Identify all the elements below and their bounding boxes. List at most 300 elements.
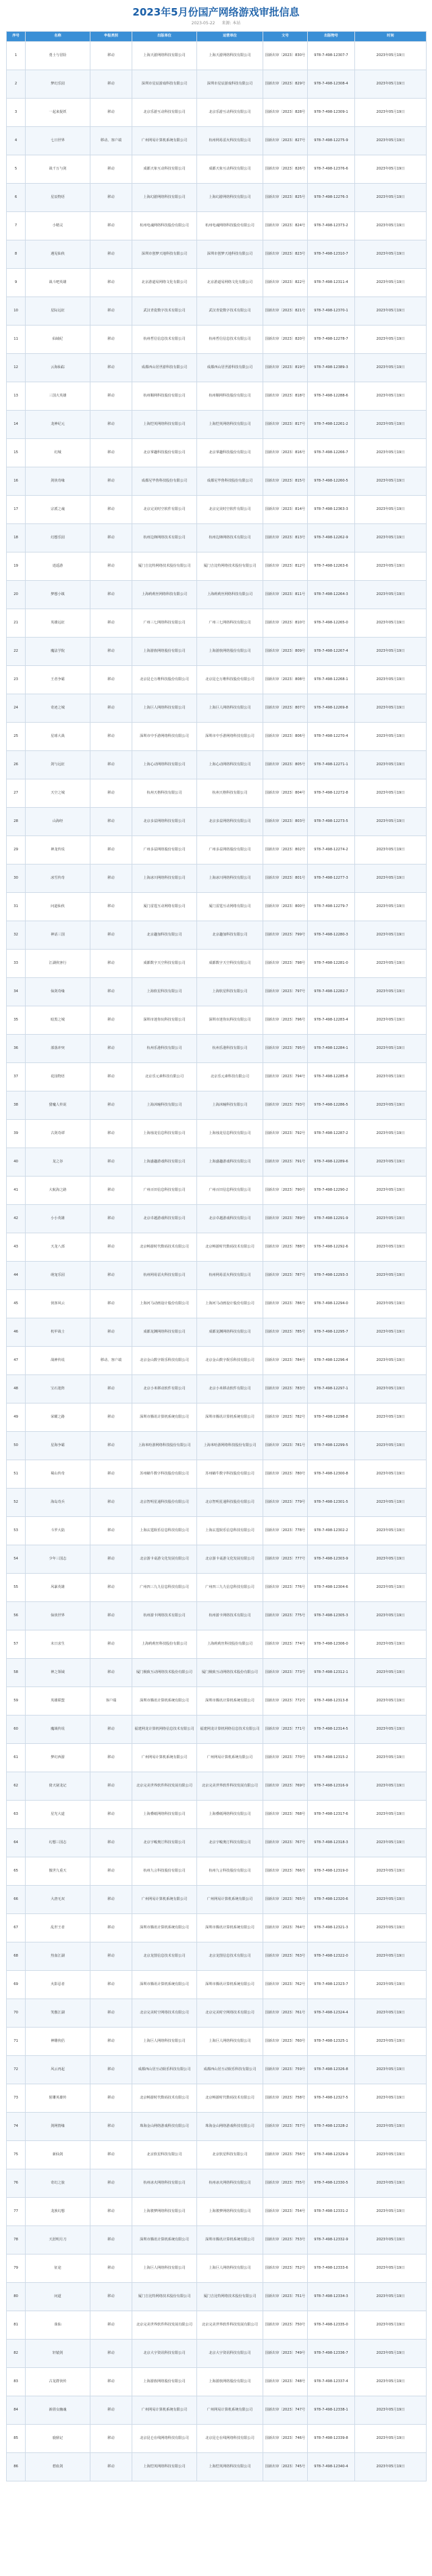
cell-document-number: 国新出审〔2023〕763号 xyxy=(263,1942,308,1971)
cell-date: 2023年05月19日 xyxy=(355,2056,427,2084)
table-row xyxy=(7,893,427,921)
cell-publisher: 深圳市创梦天地科技有限公司 xyxy=(132,240,197,269)
cell-operator: 上海冰川网络科技有限公司 xyxy=(197,865,263,893)
cell-publisher: 北京畅游时代数码技术有限公司 xyxy=(132,2084,197,2113)
cell-category: 移动 xyxy=(90,1857,132,1886)
cell-category: 移动 xyxy=(90,2368,132,2396)
cell-document-number: 国新出审〔2023〕760号 xyxy=(263,2028,308,2056)
table-row xyxy=(7,1801,427,1829)
cell-index: 61 xyxy=(7,1744,26,1772)
cell-name: 斗罗大陆 xyxy=(26,1517,90,1545)
cell-category: 移动 xyxy=(90,1744,132,1772)
cell-date: 2023年05月19日 xyxy=(355,496,427,524)
cell-publisher: 北京多益网络科技有限公司 xyxy=(132,808,197,836)
cell-date: 2023年05月19日 xyxy=(355,723,427,751)
cell-date: 2023年05月19日 xyxy=(355,2368,427,2396)
cell-operator: 北京昆仑在线网络科技有限公司 xyxy=(197,2425,263,2453)
cell-isbn: 978-7-498-12286-5 xyxy=(308,1091,355,1120)
cell-operator: 上海游族网络股份有限公司 xyxy=(197,638,263,666)
cell-date: 2023年05月19日 xyxy=(355,694,427,723)
cell-category: 移动 xyxy=(90,1460,132,1489)
cell-isbn: 978-7-498-12283-4 xyxy=(308,1006,355,1035)
cell-publisher: 北京乐游互动科技有限公司 xyxy=(132,99,197,127)
cell-operator: 北京昆仑万维科技股份有限公司 xyxy=(197,666,263,694)
table-row xyxy=(7,865,427,893)
cell-category: 移动 xyxy=(90,723,132,751)
cell-isbn: 978-7-498-12293-3 xyxy=(308,1262,355,1290)
cell-date: 2023年05月19日 xyxy=(355,1914,427,1942)
cell-index: 62 xyxy=(7,1772,26,1801)
cell-name: 星球大战 xyxy=(26,723,90,751)
cell-date: 2023年05月19日 xyxy=(355,836,427,865)
cell-operator: 上海叠纸网络科技有限公司 xyxy=(197,1801,263,1829)
cell-index: 85 xyxy=(7,2425,26,2453)
cell-name: 诛仙 xyxy=(26,2311,90,2340)
cell-document-number: 国新出审〔2023〕830号 xyxy=(263,42,308,70)
cell-date: 2023年05月19日 xyxy=(355,1347,427,1375)
cell-isbn: 978-7-498-12275-9 xyxy=(308,127,355,155)
cell-isbn: 978-7-498-12318-3 xyxy=(308,1829,355,1857)
cell-publisher: 成都数字天空科技有限公司 xyxy=(132,950,197,978)
cell-index: 48 xyxy=(7,1375,26,1403)
cell-category: 移动 xyxy=(90,808,132,836)
table-row xyxy=(7,2283,427,2311)
cell-isbn: 978-7-498-12273-5 xyxy=(308,808,355,836)
cell-document-number: 国新出审〔2023〕757号 xyxy=(263,2113,308,2141)
table-row xyxy=(7,552,427,581)
cell-isbn: 978-7-498-12308-4 xyxy=(308,70,355,99)
cell-isbn: 978-7-498-12266-7 xyxy=(308,439,355,467)
cell-index: 68 xyxy=(7,1942,26,1971)
cell-document-number: 国新出审〔2023〕813号 xyxy=(263,524,308,552)
cell-index: 28 xyxy=(7,808,26,836)
cell-publisher: 上海心动网络科技有限公司 xyxy=(132,751,197,779)
table-row xyxy=(7,1574,427,1602)
cell-name: 仙剑奇缘 xyxy=(26,978,90,1006)
table-row xyxy=(7,155,427,184)
cell-publisher: 上海玄霆娱乐信息科技有限公司 xyxy=(132,1517,197,1545)
table-row xyxy=(7,836,427,865)
cell-index: 56 xyxy=(7,1602,26,1630)
cell-category: 移动 xyxy=(90,212,132,240)
cell-name: 英雄联盟 xyxy=(26,1687,90,1716)
cell-isbn: 978-7-498-12280-3 xyxy=(308,921,355,950)
cell-document-number: 国新出审〔2023〕750号 xyxy=(263,2311,308,2340)
cell-isbn: 978-7-498-12313-8 xyxy=(308,1687,355,1716)
cell-date: 2023年05月19日 xyxy=(355,212,427,240)
cell-index: 82 xyxy=(7,2340,26,2368)
table-row xyxy=(7,2169,427,2198)
cell-operator: 上海巨人网络科技有限公司 xyxy=(197,2028,263,2056)
cell-category: 移动 xyxy=(90,1318,132,1347)
cell-index: 33 xyxy=(7,950,26,978)
cell-publisher: 北京游卡桌游文化发展有限公司 xyxy=(132,1545,197,1574)
cell-category: 移动 xyxy=(90,1630,132,1659)
cell-category: 移动 xyxy=(90,1403,132,1432)
cell-document-number: 国新出审〔2023〕785号 xyxy=(263,1318,308,1347)
cell-index: 25 xyxy=(7,723,26,751)
table-row xyxy=(7,1602,427,1630)
cell-operator: 北京游卡桌游文化发展有限公司 xyxy=(197,1545,263,1574)
cell-isbn: 978-7-498-12279-7 xyxy=(308,893,355,921)
cell-document-number: 国新出审〔2023〕769号 xyxy=(263,1772,308,1801)
cell-publisher: 上海巨人网络科技有限公司 xyxy=(132,694,197,723)
cell-isbn: 978-7-498-12305-3 xyxy=(308,1602,355,1630)
cell-isbn: 978-7-498-12336-7 xyxy=(308,2340,355,2368)
table-row xyxy=(7,2198,427,2226)
table-row xyxy=(7,212,427,240)
cell-publisher: 北京小米移动软件有限公司 xyxy=(132,1375,197,1403)
cell-date: 2023年05月19日 xyxy=(355,99,427,127)
cell-operator: 杭州边锋网络技术有限公司 xyxy=(197,524,263,552)
cell-document-number: 国新出审〔2023〕829号 xyxy=(263,70,308,99)
cell-document-number: 国新出审〔2023〕804号 xyxy=(263,779,308,808)
cell-publisher: 杭州乐港科技有限公司 xyxy=(132,1035,197,1063)
header-operator: 运营单位 xyxy=(197,32,263,42)
cell-isbn: 978-7-498-12315-2 xyxy=(308,1744,355,1772)
cell-index: 65 xyxy=(7,1857,26,1886)
cell-document-number: 国新出审〔2023〕826号 xyxy=(263,155,308,184)
cell-publisher: 上海巨人网络科技有限公司 xyxy=(132,2028,197,2056)
cell-index: 34 xyxy=(7,978,26,1006)
cell-operator: 广州四三九九信息科技有限公司 xyxy=(197,1574,263,1602)
cell-name: 荣耀之路 xyxy=(26,1403,90,1432)
cell-name: 热血江湖 xyxy=(26,1942,90,1971)
cell-date: 2023年05月19日 xyxy=(355,1403,427,1432)
cell-document-number: 国新出审〔2023〕759号 xyxy=(263,2056,308,2084)
cell-name: 龙神纪元 xyxy=(26,411,90,439)
cell-operator: 广州百田信息科技有限公司 xyxy=(197,1177,263,1205)
cell-document-number: 国新出审〔2023〕818号 xyxy=(263,382,308,411)
cell-date: 2023年05月19日 xyxy=(355,1460,427,1489)
table-row xyxy=(7,638,427,666)
cell-document-number: 国新出审〔2023〕805号 xyxy=(263,751,308,779)
cell-isbn: 978-7-498-12311-4 xyxy=(308,269,355,297)
table-row xyxy=(7,411,427,439)
cell-publisher: 北京龙图信息技术有限公司 xyxy=(132,1942,197,1971)
cell-name: 神之领域 xyxy=(26,1659,90,1687)
cell-operator: 北京金山数字娱乐科技有限公司 xyxy=(197,1347,263,1375)
table-row xyxy=(7,1914,427,1942)
cell-name: 幻想乐园 xyxy=(26,524,90,552)
cell-isbn: 978-7-498-12282-7 xyxy=(308,978,355,1006)
cell-name: 仙域纪 xyxy=(26,326,90,354)
cell-category: 移动 xyxy=(90,751,132,779)
cell-name: 机甲战士 xyxy=(26,1318,90,1347)
cell-isbn: 978-7-498-12316-9 xyxy=(308,1772,355,1801)
cell-date: 2023年05月19日 xyxy=(355,2028,427,2056)
cell-index: 8 xyxy=(7,240,26,269)
cell-operator: 北京卓越游戏科技有限公司 xyxy=(197,1205,263,1233)
table-row xyxy=(7,581,427,609)
table-row xyxy=(7,2028,427,2056)
cell-isbn: 978-7-498-12310-7 xyxy=(308,240,355,269)
cell-date: 2023年05月19日 xyxy=(355,2396,427,2425)
cell-operator: 上海恺英网络科技有限公司 xyxy=(197,2453,263,2481)
cell-index: 81 xyxy=(7,2311,26,2340)
cell-document-number: 国新出审〔2023〕828号 xyxy=(263,99,308,127)
table-row xyxy=(7,99,427,127)
cell-publisher: 成都天象互动科技有限公司 xyxy=(132,155,197,184)
cell-publisher: 北京智明星通科技股份有限公司 xyxy=(132,1489,197,1517)
cell-isbn: 978-7-498-12334-3 xyxy=(308,2283,355,2311)
cell-publisher: 上海幻游网络科技有限公司 xyxy=(132,184,197,212)
cell-category: 移动 xyxy=(90,978,132,1006)
cell-category: 移动 xyxy=(90,1177,132,1205)
cell-publisher: 上海烛龙信息科技有限公司 xyxy=(132,1120,197,1148)
cell-index: 14 xyxy=(7,411,26,439)
cell-operator: 深圳市腾讯计算机系统有限公司 xyxy=(197,2226,263,2255)
cell-date: 2023年05月19日 xyxy=(355,1375,427,1403)
cell-date: 2023年05月19日 xyxy=(355,921,427,950)
cell-document-number: 国新出审〔2023〕820号 xyxy=(263,326,308,354)
cell-operator: 厦门极致互动网络技术股份有限公司 xyxy=(197,1659,263,1687)
cell-name: 奇迹之城 xyxy=(26,694,90,723)
cell-name: 三国大英雄 xyxy=(26,382,90,411)
cell-name: 古龙群侠传 xyxy=(26,2368,90,2396)
cell-index: 6 xyxy=(7,184,26,212)
cell-document-number: 国新出审〔2023〕758号 xyxy=(263,2084,308,2113)
cell-operator: 厦门吉比特网络技术股份有限公司 xyxy=(197,2283,263,2311)
cell-document-number: 国新出审〔2023〕771号 xyxy=(263,1716,308,1744)
cell-index: 39 xyxy=(7,1120,26,1148)
cell-category: 移动 xyxy=(90,1602,132,1630)
cell-date: 2023年05月19日 xyxy=(355,552,427,581)
cell-date: 2023年05月19日 xyxy=(355,1574,427,1602)
cell-name: 山海经 xyxy=(26,808,90,836)
cell-document-number: 国新出审〔2023〕794号 xyxy=(263,1063,308,1091)
cell-isbn: 978-7-498-12278-7 xyxy=(308,326,355,354)
cell-operator: 深圳市迷你玩科技有限公司 xyxy=(197,1006,263,1035)
cell-document-number: 国新出审〔2023〕779号 xyxy=(263,1489,308,1517)
table-row xyxy=(7,382,427,411)
cell-index: 9 xyxy=(7,269,26,297)
cell-category: 移动 xyxy=(90,893,132,921)
cell-name: 问道 xyxy=(26,2283,90,2311)
cell-publisher: 深圳市腾讯计算机系统有限公司 xyxy=(132,1914,197,1942)
cell-operator: 成都西山居世游科技有限公司 xyxy=(197,354,263,382)
cell-document-number: 国新出审〔2023〕747号 xyxy=(263,2396,308,2425)
cell-name: 萌宠乐园 xyxy=(26,1262,90,1290)
cell-index: 22 xyxy=(7,638,26,666)
cell-publisher: 北京宇峻奥汀科技有限公司 xyxy=(132,1829,197,1857)
cell-index: 67 xyxy=(7,1914,26,1942)
cell-category: 移动 xyxy=(90,184,132,212)
cell-document-number: 国新出审〔2023〕816号 xyxy=(263,439,308,467)
cell-name: 乱世王者 xyxy=(26,1914,90,1942)
cell-date: 2023年05月19日 xyxy=(355,609,427,638)
cell-date: 2023年05月19日 xyxy=(355,411,427,439)
cell-category: 移动 xyxy=(90,2453,132,2481)
cell-category: 移动 xyxy=(90,2084,132,2113)
cell-operator: 上海莉莉丝科技股份有限公司 xyxy=(197,1630,263,1659)
cell-category: 移动 xyxy=(90,382,132,411)
cell-operator: 广州多益网络股份有限公司 xyxy=(197,836,263,865)
cell-operator: 北京趣加科技有限公司 xyxy=(197,921,263,950)
cell-category: 移动、客户端 xyxy=(90,1347,132,1375)
cell-category: 客户端 xyxy=(90,1687,132,1716)
cell-category: 移动 xyxy=(90,1205,132,1233)
cell-operator: 北京乐元素科技有限公司 xyxy=(197,1063,263,1091)
cell-document-number: 国新出审〔2023〕787号 xyxy=(263,1262,308,1290)
cell-isbn: 978-7-498-12299-5 xyxy=(308,1432,355,1460)
cell-index: 15 xyxy=(7,439,26,467)
cell-isbn: 978-7-498-12298-8 xyxy=(308,1403,355,1432)
table-row xyxy=(7,1403,427,1432)
cell-isbn: 978-7-498-12290-2 xyxy=(308,1177,355,1205)
cell-publisher: 珠海金山网络游戏科技有限公司 xyxy=(132,2113,197,2141)
cell-date: 2023年05月19日 xyxy=(355,1602,427,1630)
table-row xyxy=(7,950,427,978)
cell-index: 53 xyxy=(7,1517,26,1545)
cell-isbn: 978-7-498-12294-0 xyxy=(308,1290,355,1318)
cell-date: 2023年05月19日 xyxy=(355,1148,427,1177)
cell-isbn: 978-7-498-12270-4 xyxy=(308,723,355,751)
cell-date: 2023年05月19日 xyxy=(355,1517,427,1545)
cell-isbn: 978-7-498-12264-3 xyxy=(308,581,355,609)
cell-index: 40 xyxy=(7,1148,26,1177)
cell-publisher: 厦门吉比特网络技术股份有限公司 xyxy=(132,2283,197,2311)
cell-isbn: 978-7-498-12303-9 xyxy=(308,1545,355,1574)
cell-isbn: 978-7-498-12265-0 xyxy=(308,609,355,638)
cell-category: 移动 xyxy=(90,1035,132,1063)
cell-date: 2023年05月19日 xyxy=(355,865,427,893)
cell-date: 2023年05月19日 xyxy=(355,2453,427,2481)
cell-name: 龙之谷 xyxy=(26,1148,90,1177)
cell-category: 移动 xyxy=(90,1886,132,1914)
table-row xyxy=(7,978,427,1006)
cell-name: 梦想小镇 xyxy=(26,581,90,609)
cell-category: 移动 xyxy=(90,694,132,723)
cell-name: 风云再起 xyxy=(26,2056,90,2084)
table-row xyxy=(7,1347,427,1375)
cell-date: 2023年05月19日 xyxy=(355,2255,427,2283)
cell-isbn: 978-7-498-12324-4 xyxy=(308,1999,355,2028)
cell-isbn: 978-7-498-12277-3 xyxy=(308,865,355,893)
cell-date: 2023年05月19日 xyxy=(355,2283,427,2311)
cell-category: 移动 xyxy=(90,2028,132,2056)
cell-publisher: 上海米哈游网络科技股份有限公司 xyxy=(132,1432,197,1460)
cell-category: 移动 xyxy=(90,155,132,184)
cell-operator: 上海巨人网络科技有限公司 xyxy=(197,694,263,723)
cell-publisher: 广州网易计算机系统有限公司 xyxy=(132,2396,197,2425)
cell-index: 46 xyxy=(7,1318,26,1347)
cell-operator: 成都西山居互动娱乐科技有限公司 xyxy=(197,2056,263,2084)
cell-index: 36 xyxy=(7,1035,26,1063)
cell-date: 2023年05月19日 xyxy=(355,2084,427,2113)
cell-category: 移动 xyxy=(90,1914,132,1942)
cell-publisher: 杭州天格科技有限公司 xyxy=(132,779,197,808)
cell-category: 移动 xyxy=(90,2255,132,2283)
cell-date: 2023年05月19日 xyxy=(355,1772,427,1801)
cell-isbn: 978-7-498-12337-4 xyxy=(308,2368,355,2396)
cell-document-number: 国新出审〔2023〕756号 xyxy=(263,2141,308,2169)
cell-name: 问道仙侠 xyxy=(26,893,90,921)
cell-date: 2023年05月19日 xyxy=(355,269,427,297)
table-row xyxy=(7,808,427,836)
cell-publisher: 广州四三九九信息科技有限公司 xyxy=(132,1574,197,1602)
cell-name: 梦幻乐园 xyxy=(26,70,90,99)
cell-document-number: 国新出审〔2023〕800号 xyxy=(263,893,308,921)
table-row xyxy=(7,524,427,552)
cell-publisher: 深圳市腾讯计算机系统有限公司 xyxy=(132,1403,197,1432)
cell-operator: 厦门吉比特网络技术股份有限公司 xyxy=(197,552,263,581)
table-row xyxy=(7,467,427,496)
cell-publisher: 厦门吉比特网络技术股份有限公司 xyxy=(132,552,197,581)
cell-publisher: 深圳市腾讯计算机系统有限公司 xyxy=(132,2226,197,2255)
cell-date: 2023年05月19日 xyxy=(355,1432,427,1460)
cell-isbn: 978-7-498-12301-5 xyxy=(308,1489,355,1517)
cell-operator: 厦门雷霆互动网络有限公司 xyxy=(197,893,263,921)
cell-operator: 武汉青瓷数字技术有限公司 xyxy=(197,297,263,326)
cell-operator: 北京畅游时代数码技术有限公司 xyxy=(197,1233,263,1262)
cell-document-number: 国新出审〔2023〕761号 xyxy=(263,1999,308,2028)
cell-isbn: 978-7-498-12267-4 xyxy=(308,638,355,666)
cell-document-number: 国新出审〔2023〕809号 xyxy=(263,638,308,666)
cell-isbn: 978-7-498-12276-3 xyxy=(308,184,355,212)
cell-isbn: 978-7-498-12363-3 xyxy=(308,496,355,524)
cell-publisher: 上海巨人网络科技有限公司 xyxy=(132,2255,197,2283)
cell-operator: 深圳市星辰游戏科技有限公司 xyxy=(197,70,263,99)
cell-publisher: 广州网易计算机系统有限公司 xyxy=(132,127,197,155)
cell-document-number: 国新出审〔2023〕795号 xyxy=(263,1035,308,1063)
cell-isbn: 978-7-498-12322-0 xyxy=(308,1942,355,1971)
cell-document-number: 国新出审〔2023〕782号 xyxy=(263,1403,308,1432)
cell-date: 2023年05月19日 xyxy=(355,1177,427,1205)
cell-name: 小小英雄 xyxy=(26,1205,90,1233)
header-isbn: 出版物号 xyxy=(308,32,355,42)
cell-index: 5 xyxy=(7,155,26,184)
cell-name: 部落冲突 xyxy=(26,1035,90,1063)
cell-date: 2023年05月19日 xyxy=(355,1744,427,1772)
cell-operator: 杭州顺网科技股份有限公司 xyxy=(197,382,263,411)
cell-date: 2023年05月19日 xyxy=(355,1006,427,1035)
cell-document-number: 国新出审〔2023〕793号 xyxy=(263,1091,308,1120)
cell-name: 笑傲江湖 xyxy=(26,1999,90,2028)
cell-category: 移动 xyxy=(90,2425,132,2453)
table-row xyxy=(7,1744,427,1772)
cell-date: 2023年05月19日 xyxy=(355,524,427,552)
cell-name: 风暴英雄 xyxy=(26,1574,90,1602)
cell-isbn: 978-7-498-12314-5 xyxy=(308,1716,355,1744)
table-row xyxy=(7,1999,427,2028)
cell-publisher: 成都尼毕鲁科技股份有限公司 xyxy=(132,467,197,496)
cell-name: 花园物语 xyxy=(26,1063,90,1091)
cell-publisher: 北京乐元素科技有限公司 xyxy=(132,1063,197,1091)
cell-category: 移动 xyxy=(90,581,132,609)
cell-publisher: 上海恺英网络科技有限公司 xyxy=(132,411,197,439)
cell-publisher: 杭州顺网科技股份有限公司 xyxy=(132,382,197,411)
cell-isbn: 978-7-498-12370-1 xyxy=(308,297,355,326)
cell-index: 1 xyxy=(7,42,26,70)
cell-name: 战神传说 xyxy=(26,1347,90,1375)
cell-document-number: 国新出审〔2023〕815号 xyxy=(263,467,308,496)
cell-publisher: 上海莉莉丝科技股份有限公司 xyxy=(132,1630,197,1659)
cell-operator: 深圳市腾讯计算机系统有限公司 xyxy=(197,1971,263,1999)
cell-name: 末日求生 xyxy=(26,1630,90,1659)
cell-date: 2023年05月19日 xyxy=(355,978,427,1006)
cell-date: 2023年05月19日 xyxy=(355,297,427,326)
table-row xyxy=(7,2056,427,2084)
cell-document-number: 国新出审〔2023〕810号 xyxy=(263,609,308,638)
cell-name: 大航海之路 xyxy=(26,1177,90,1205)
cell-name: 逍遥游 xyxy=(26,552,90,581)
cell-operator: 广州网易计算机系统有限公司 xyxy=(197,1744,263,1772)
cell-category: 移动 xyxy=(90,950,132,978)
cell-document-number: 国新出审〔2023〕803号 xyxy=(263,808,308,836)
cell-index: 35 xyxy=(7,1006,26,1035)
cell-index: 32 xyxy=(7,921,26,950)
